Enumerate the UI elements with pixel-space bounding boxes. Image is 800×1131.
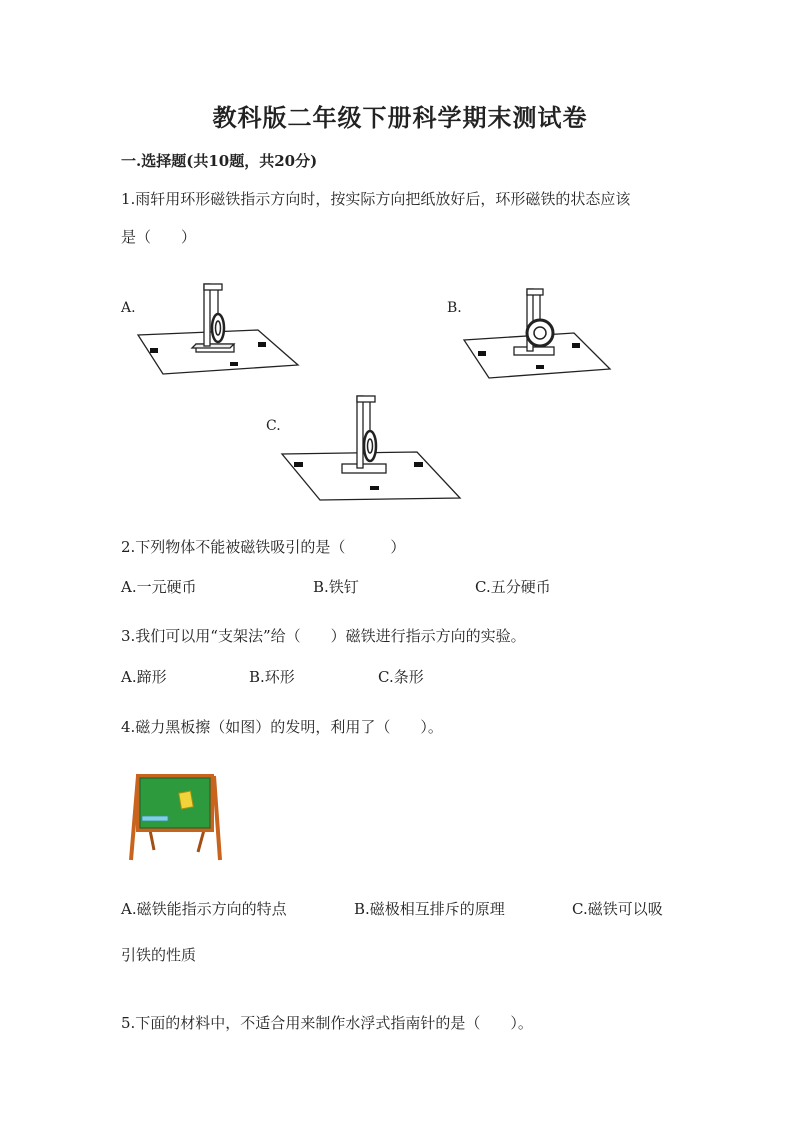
question-1-option-a-label: A. (121, 300, 136, 316)
question-2-text: 2.下列物体不能被磁铁吸引的是（ ） (121, 538, 406, 556)
question-2-option-b: B.铁钉 (313, 578, 359, 596)
ring-magnet-diagram-c (282, 394, 462, 502)
question-3-option-b: B.环形 (249, 668, 295, 686)
question-5-text: 5.下面的材料中，不适合用来制作水浮式指南针的是（ ）。 (121, 1014, 533, 1032)
question-4-option-c: C.磁铁可以吸 (572, 900, 663, 918)
question-4-option-c-continued: 引铁的性质 (121, 946, 197, 964)
question-2-option-c: C.五分硬币 (475, 578, 551, 596)
question-1-option-b-label: B. (447, 300, 462, 316)
question-1-option-c-label: C. (266, 418, 281, 434)
ring-magnet-diagram-b (464, 285, 614, 380)
section-heading: 一.选择题(共10题，共20分) (121, 152, 318, 170)
magnetic-blackboard-eraser-image (128, 770, 222, 866)
ring-magnet-diagram-a (138, 280, 298, 376)
question-3-text: 3.我们可以用“支架法”给（ ）磁铁进行指示方向的实验。 (121, 627, 526, 645)
question-2-option-a: A.一元硬币 (121, 578, 197, 596)
question-4-option-b: B.磁极相互排斥的原理 (354, 900, 505, 918)
question-4-option-a: A.磁铁能指示方向的特点 (121, 900, 287, 918)
question-1-text-continued: 是（ ） (121, 228, 197, 246)
question-3-option-c: C.条形 (378, 668, 424, 686)
question-1-text: 1.雨轩用环形磁铁指示方向时，按实际方向把纸放好后，环形磁铁的状态应该 (121, 190, 631, 208)
question-3-option-a: A.蹄形 (121, 668, 167, 686)
page-title: 教科版二年级下册科学期末测试卷 (212, 103, 588, 132)
question-4-text: 4.磁力黑板擦（如图）的发明，利用了（ ）。 (121, 718, 443, 736)
